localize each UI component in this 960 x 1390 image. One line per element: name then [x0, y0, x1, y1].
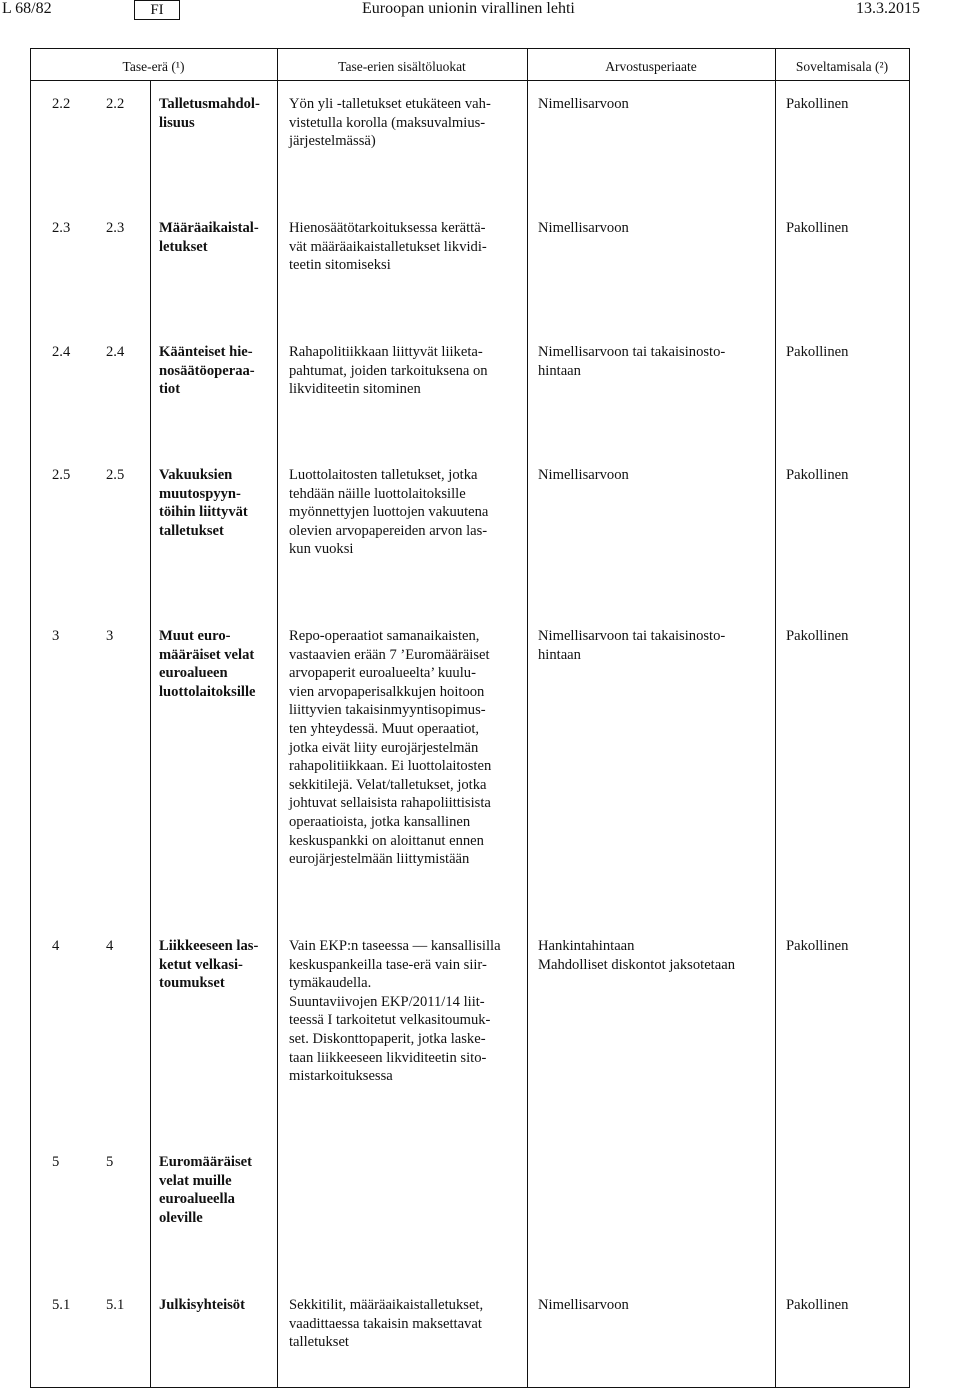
text-line: likviditeetin sitominen	[289, 381, 421, 398]
text-line: sekkitilejä. Velat/talletukset, jotka	[289, 776, 487, 793]
text-line: 2.5	[52, 467, 71, 483]
text-line: Liikkeeseen las-	[159, 938, 259, 954]
column-divider	[775, 80, 776, 1387]
text-line: muutospyyn-	[159, 485, 241, 502]
text-line: velat muille	[159, 1172, 232, 1189]
text-line: Euromääräiset	[159, 1154, 252, 1170]
text-line: nosäätöoperaa-	[159, 362, 255, 379]
text-line: liittyvien takaisinmyyntisopimus-	[289, 702, 486, 719]
row-number	[52, 343, 96, 362]
row-item	[159, 1153, 275, 1227]
row-valuation	[538, 95, 770, 114]
column-header-valuation-text: Arvostusperiaate	[605, 59, 697, 74]
column-header-scope-text: Soveltamisala (²)	[795, 59, 889, 74]
column-divider	[150, 80, 151, 1387]
column-header-content-text: Tase-erien sisältöluokat	[338, 59, 466, 74]
text-line: Nimellisarvoon tai takaisinosto-	[538, 628, 726, 644]
text-line: 2.4	[106, 344, 125, 360]
row-subnumber	[106, 95, 150, 114]
text-line: myönnettyjen luottojen vakuutena	[289, 504, 489, 521]
column-divider	[527, 80, 528, 1387]
row-number	[52, 937, 96, 956]
column-divider	[277, 80, 278, 1387]
text-line: vät määräaikaistalletukset likvidi-	[289, 238, 487, 255]
row-scope	[786, 627, 906, 646]
text-line: luottolaitoksille	[159, 683, 256, 700]
row-valuation	[538, 937, 770, 974]
text-line: teessä I tarkoitetut velkasitoumuk-	[289, 1012, 491, 1029]
row-content	[289, 95, 521, 151]
text-line: johtuvat sellaisista rahapoliittisista	[289, 795, 491, 812]
table-left-border	[30, 48, 31, 1387]
text-line: Käänteiset hie-	[159, 344, 253, 360]
text-line: teetin sitomiseksi	[289, 257, 391, 274]
text-line: mistarkoituksessa	[289, 1068, 393, 1085]
text-line: Vakuuksien	[159, 467, 233, 483]
text-line: hintaan	[538, 646, 581, 663]
text-line: Rahapolitiikkaan liittyvät liiketa-	[289, 344, 483, 360]
text-line: 5.1	[106, 1297, 125, 1313]
row-subnumber	[106, 343, 150, 362]
row-subnumber	[106, 1153, 150, 1172]
text-line: Hienosäätötarkoituksessa kerättä-	[289, 220, 486, 236]
row-item	[159, 1296, 275, 1315]
text-line: järjestelmässä)	[289, 133, 376, 150]
text-line: lisuus	[159, 114, 195, 131]
text-line: Pakollinen	[786, 344, 849, 360]
row-subnumber	[106, 466, 150, 485]
text-line: olevien arvopapereiden arvon las-	[289, 522, 488, 539]
text-line: vistetulla korolla (maksuvalmius-	[289, 114, 486, 131]
row-valuation	[538, 1296, 770, 1315]
text-line: Nimellisarvoon	[538, 220, 629, 236]
text-line: Vain EKP:n taseessa — kansallisilla	[289, 938, 501, 954]
text-line: Nimellisarvoon	[538, 1297, 629, 1313]
text-line: set. Diskonttopaperit, jotka laske-	[289, 1030, 486, 1047]
text-line: Nimellisarvoon	[538, 467, 629, 483]
text-line: kun vuoksi	[289, 541, 354, 558]
text-line: vastaavien erään 7 ’Euromääräiset	[289, 646, 490, 663]
row-scope	[786, 343, 906, 362]
text-line: taan liikkeeseen likviditeetin sito-	[289, 1049, 487, 1066]
text-line: töihin liittyvät	[159, 504, 248, 521]
row-number	[52, 1296, 96, 1315]
text-line: 5	[52, 1154, 60, 1170]
language-code: FI	[134, 0, 180, 20]
row-item	[159, 937, 275, 993]
text-line: keskuspankki on aloittanut ennen	[289, 832, 484, 849]
text-line: Pakollinen	[786, 220, 849, 236]
column-header-valuation	[527, 60, 775, 74]
text-line: Yön yli -talletukset etukäteen vah-	[289, 96, 491, 112]
journal-title: Euroopan unionin virallinen lehti	[362, 0, 575, 17]
text-line: 2.3	[52, 220, 71, 236]
text-line: eurojärjestelmään liittymistään	[289, 851, 470, 868]
text-line: 5	[106, 1154, 114, 1170]
text-line: Suuntaviivojen EKP/2011/14 liit-	[289, 993, 485, 1010]
text-line: Talletusmahdol-	[159, 96, 260, 112]
row-item	[159, 627, 275, 701]
row-item	[159, 95, 275, 132]
page-header	[0, 0, 960, 22]
text-line: tehdään näille luottolaitoksille	[289, 485, 466, 502]
text-line: 5.1	[52, 1297, 71, 1313]
text-line: oleville	[159, 1209, 203, 1226]
text-line: Pakollinen	[786, 628, 849, 644]
text-line: 2.3	[106, 220, 125, 236]
text-line: Julkisyhteisöt	[159, 1297, 245, 1313]
row-subnumber	[106, 937, 150, 956]
text-line: letukset	[159, 238, 208, 255]
row-valuation	[538, 627, 770, 664]
text-line: 2.2	[106, 96, 125, 112]
text-line: määräiset velat	[159, 646, 255, 663]
row-valuation	[538, 219, 770, 238]
text-line: arvopaperit euroalueelta’ kuulu-	[289, 665, 476, 682]
text-line: toumukset	[159, 975, 225, 992]
row-content	[289, 219, 521, 275]
row-content	[289, 466, 521, 559]
text-line: talletukset	[289, 1334, 349, 1351]
row-scope	[786, 1296, 906, 1315]
row-number	[52, 219, 96, 238]
column-header-item-text: Tase-erä (¹)	[122, 59, 185, 74]
text-line: jotka eivät liity eurojärjestelmän	[289, 739, 479, 756]
table-right-border	[909, 48, 910, 1387]
text-line: Pakollinen	[786, 938, 849, 954]
page-reference: L 68/82	[2, 0, 52, 17]
text-line: Hankintahintaan	[538, 938, 635, 954]
text-line: Luottolaitosten talletukset, jotka	[289, 467, 478, 483]
text-line: hintaan	[538, 362, 581, 379]
row-scope	[786, 937, 906, 956]
text-line: talletukset	[159, 522, 224, 539]
row-subnumber	[106, 1296, 150, 1315]
text-line: Määräaikaistal-	[159, 220, 259, 236]
row-number	[52, 1153, 96, 1172]
text-line: Mahdolliset diskontot jaksotetaan	[538, 956, 735, 973]
row-valuation	[538, 466, 770, 485]
text-line: vaadittaessa takaisin maksettavat	[289, 1315, 482, 1332]
text-line: Nimellisarvoon tai takaisinosto-	[538, 344, 726, 360]
text-line: ten yhteydessä. Muut operaatiot,	[289, 720, 480, 737]
row-content	[289, 1296, 521, 1352]
text-line: euroalueen	[159, 665, 228, 682]
text-line: tymäkaudella.	[289, 975, 372, 992]
column-header-item	[30, 60, 277, 74]
row-content	[289, 627, 521, 869]
row-item	[159, 219, 275, 256]
text-line: Sekkitilit, määräaikaistalletukset,	[289, 1297, 484, 1313]
text-line: pahtumat, joiden tarkoituksena on	[289, 362, 488, 379]
text-line: operaatioista, jotka kansallinen	[289, 813, 471, 830]
row-scope	[786, 466, 906, 485]
text-line: Pakollinen	[786, 467, 849, 483]
text-line: 3	[106, 628, 114, 644]
text-line: 2.5	[106, 467, 125, 483]
text-line: euroalueella	[159, 1191, 235, 1208]
row-valuation	[538, 343, 770, 380]
text-line: 4	[106, 938, 114, 954]
table-header-rule	[30, 80, 910, 81]
column-header-content	[277, 60, 527, 74]
text-line: Nimellisarvoon	[538, 96, 629, 112]
text-line: 2.4	[52, 344, 71, 360]
text-line: Muut euro-	[159, 628, 231, 644]
column-header-scope	[775, 60, 909, 74]
text-line: keskuspankeilla tase-erä vain siir-	[289, 956, 487, 973]
text-line: vien arvopaperisalkkujen hoitoon	[289, 683, 485, 700]
row-number	[52, 627, 96, 646]
text-line: Pakollinen	[786, 96, 849, 112]
text-line: Pakollinen	[786, 1297, 849, 1313]
row-subnumber	[106, 219, 150, 238]
text-line: tiot	[159, 381, 181, 398]
text-line: 2.2	[52, 96, 71, 112]
row-content	[289, 937, 521, 1086]
text-line: 3	[52, 628, 60, 644]
text-line: Repo-operaatiot samanaikaisten,	[289, 628, 480, 644]
table-top-rule	[30, 48, 910, 49]
row-subnumber	[106, 627, 150, 646]
publication-date: 13.3.2015	[856, 0, 920, 17]
row-number	[52, 95, 96, 114]
row-scope	[786, 95, 906, 114]
text-line: ketut velkasi-	[159, 956, 243, 973]
row-item	[159, 343, 275, 399]
text-line: 4	[52, 938, 60, 954]
row-item	[159, 466, 275, 540]
text-line: rahapolitiikkaan. Ei luottolaitosten	[289, 758, 492, 775]
row-number	[52, 466, 96, 485]
row-scope	[786, 219, 906, 238]
row-content	[289, 343, 521, 399]
table-bottom-rule	[30, 1387, 910, 1388]
